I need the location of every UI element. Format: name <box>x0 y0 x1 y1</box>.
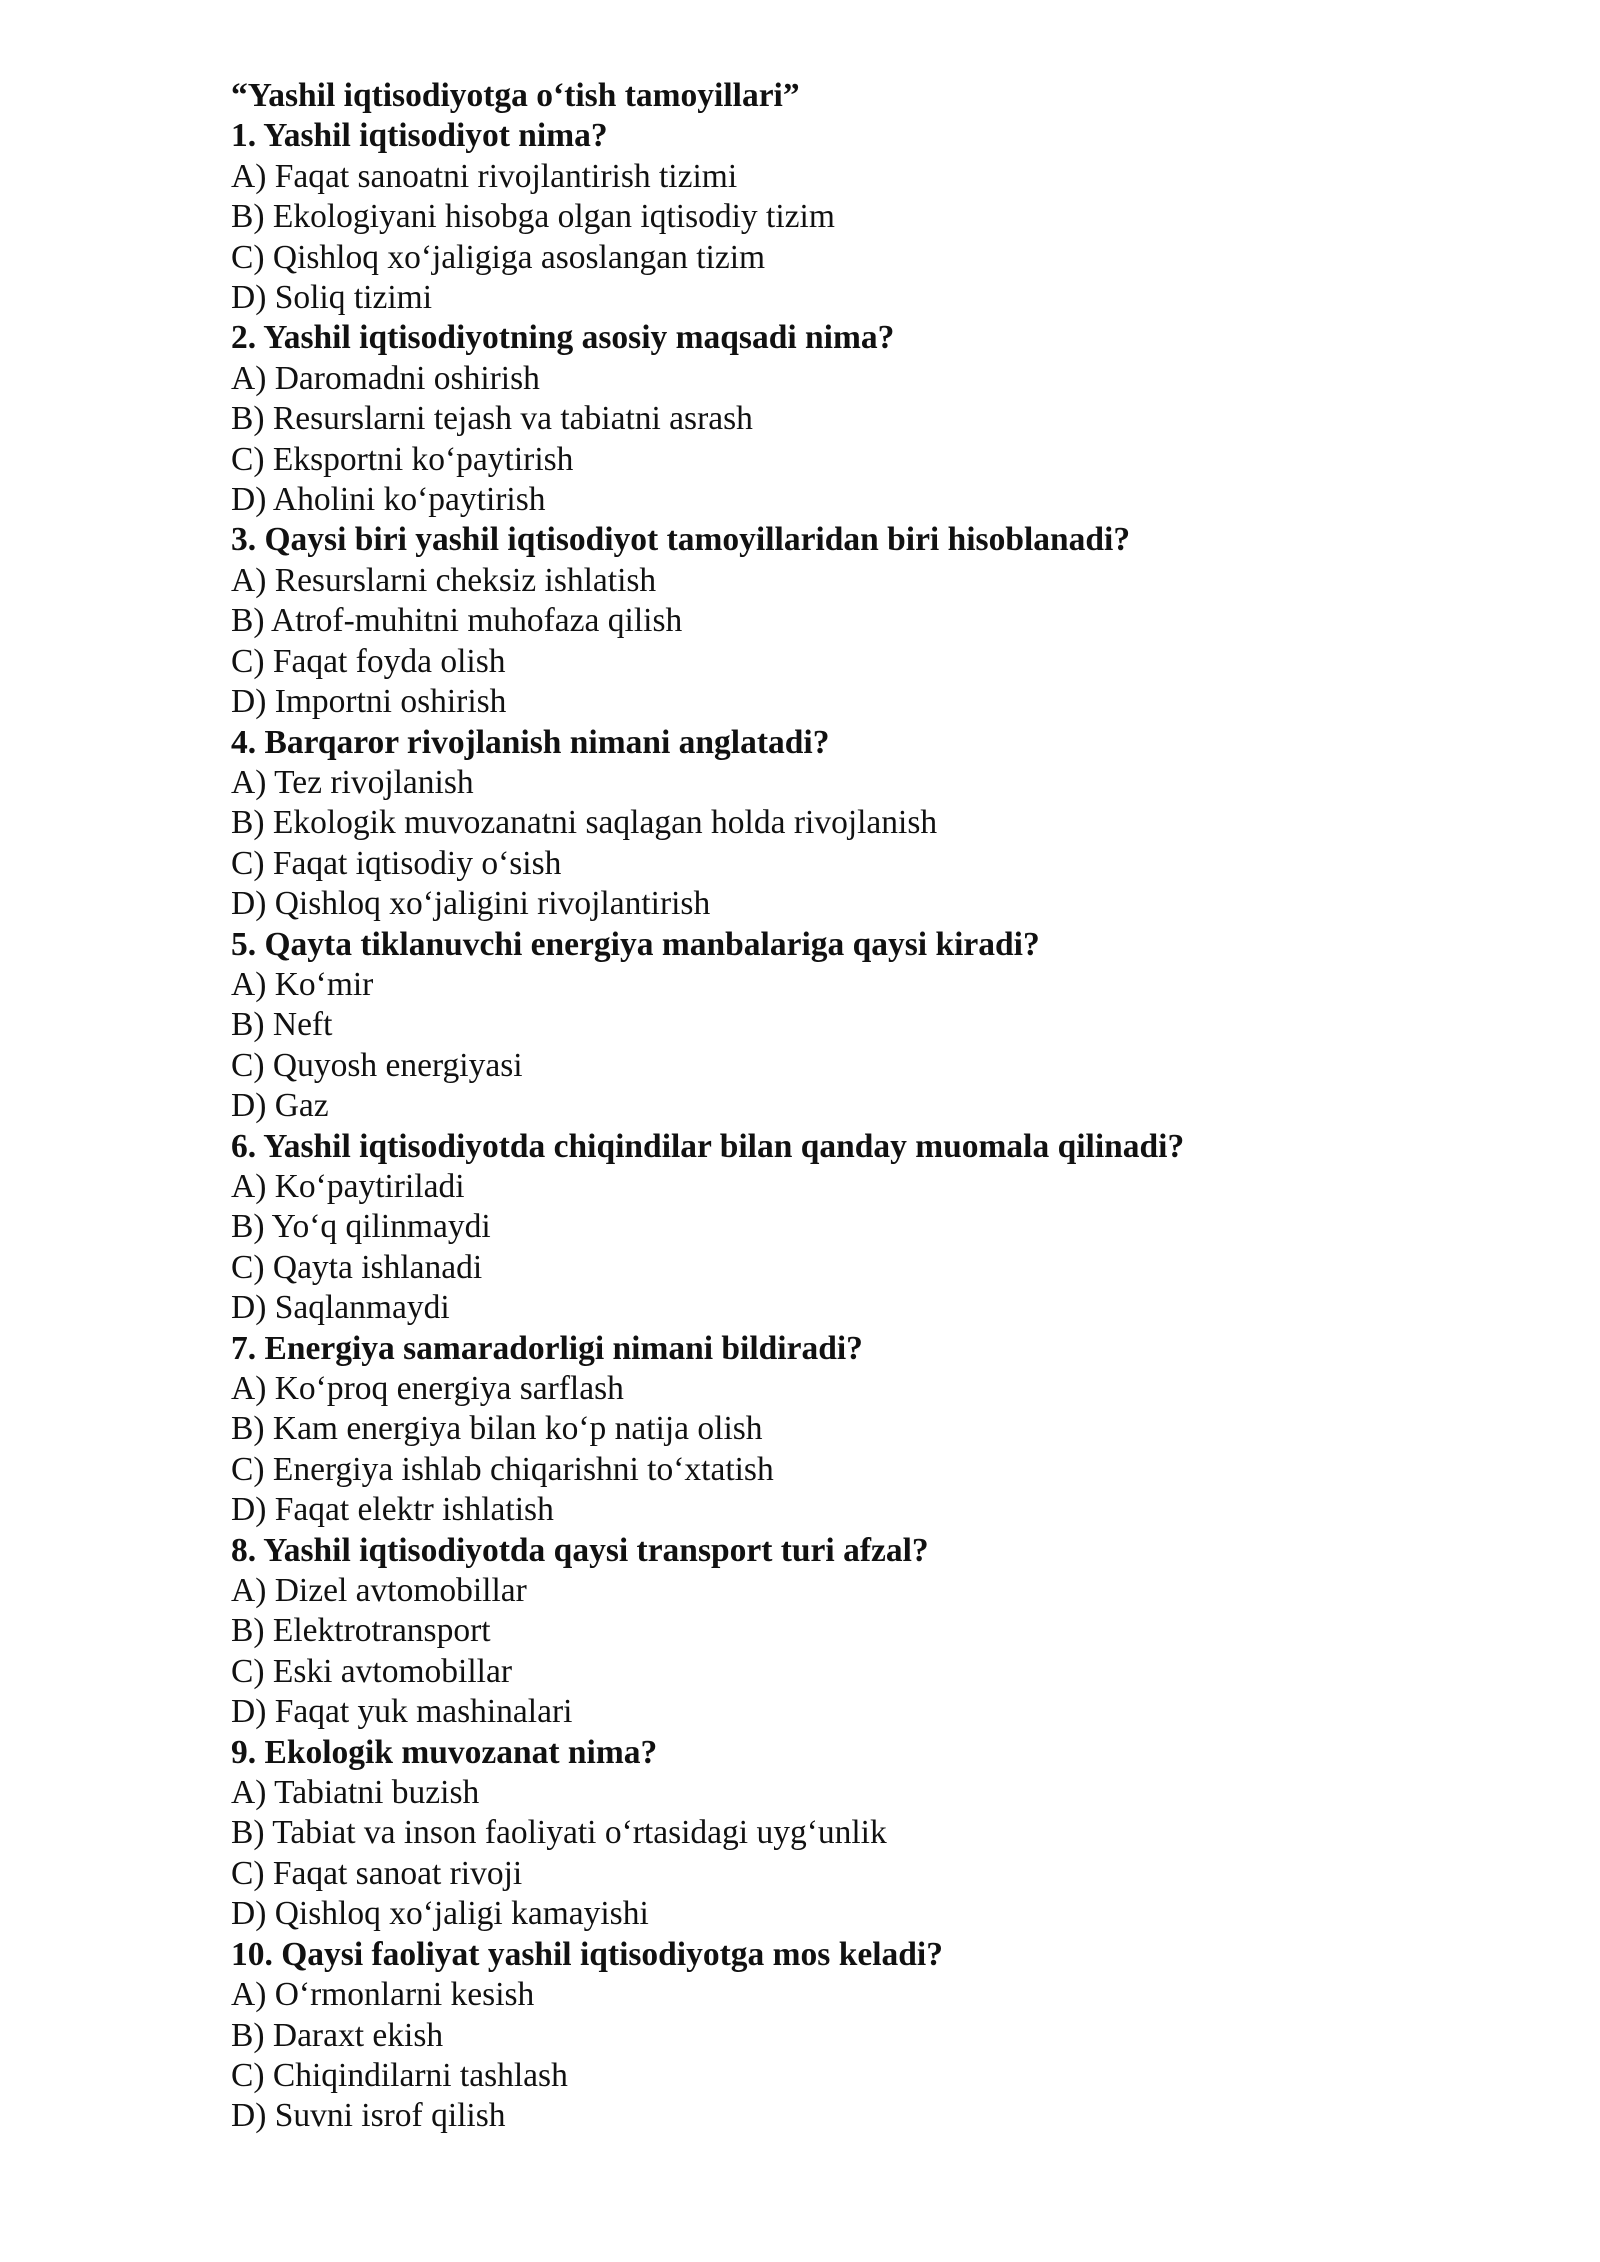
question-block <box>231 1935 1531 2137</box>
question-text: 10. Qaysi faoliyat yashil iqtisodiyotga mos keladi? <box>231 1935 943 1973</box>
answer-option-b: B) Ekologiyani hisobga olgan iqtisodiy tizim <box>231 198 835 236</box>
answer-option-b: B) Ekologik muvozanatni saqlagan holda rivojlanish <box>231 804 938 842</box>
question-block <box>231 723 1531 925</box>
answer-option-d: D) Aholini ko‘paytirish <box>231 481 546 519</box>
answer-option-c: C) Faqat sanoat rivoji <box>231 1854 523 1892</box>
question-text: 8. Yashil iqtisodiyotda qaysi transport turi afzal? <box>231 1531 929 1569</box>
question-text: 5. Qayta tiklanuvchi energiya manbalariga qaysi kiradi? <box>231 925 1040 963</box>
answer-option-d: D) Gaz <box>231 1087 329 1125</box>
answer-option-d: D) Faqat elektr ishlatish <box>231 1491 554 1529</box>
answer-option-a: A) Tez rivojlanish <box>231 763 474 801</box>
answer-option-d: D) Qishloq xo‘jaligi kamayishi <box>231 1895 649 1933</box>
answer-option-b: B) Atrof-muhitni muhofaza qilish <box>231 602 683 640</box>
question-list <box>231 116 1531 2136</box>
question-text: 4. Barqaror rivojlanish nimani anglatadi? <box>231 723 830 761</box>
answer-option-d: D) Qishloq xo‘jaligini rivojlantirish <box>231 885 711 923</box>
answer-option-c: C) Faqat foyda olish <box>231 642 506 680</box>
question-block <box>231 116 1531 318</box>
question-block <box>231 520 1531 722</box>
answer-option-d: D) Suvni isrof qilish <box>231 2097 506 2135</box>
question-block <box>231 1329 1531 1531</box>
document-title: “Yashil iqtisodiyotga o‘tish tamoyillari” <box>231 77 800 114</box>
answer-option-c: C) Energiya ishlab chiqarishni to‘xtatish <box>231 1450 774 1488</box>
answer-option-c: C) Chiqindilarni tashlash <box>231 2056 568 2094</box>
answer-option-d: D) Soliq tizimi <box>231 279 432 317</box>
answer-option-d: D) Importni oshirish <box>231 683 507 721</box>
answer-option-c: C) Qishloq xo‘jaligiga asoslangan tizim <box>231 238 766 276</box>
question-text: 3. Qaysi biri yashil iqtisodiyot tamoyillaridan biri hisoblanadi? <box>231 521 1131 559</box>
question-block <box>231 1531 1531 1733</box>
question-text: 6. Yashil iqtisodiyotda chiqindilar bilan qanday muomala qilinadi? <box>231 1127 1185 1165</box>
document-page <box>231 76 1531 2137</box>
question-block <box>231 318 1531 520</box>
question-text: 2. Yashil iqtisodiyotning asosiy maqsadi nima? <box>231 319 895 357</box>
answer-option-a: A) Dizel avtomobillar <box>231 1572 527 1610</box>
answer-option-a: A) Daromadni oshirish <box>231 359 540 397</box>
answer-option-b: B) Kam energiya bilan ko‘p natija olish <box>231 1410 763 1448</box>
answer-option-b: B) Neft <box>231 1006 333 1044</box>
answer-option-a: A) Ko‘paytiriladi <box>231 1167 465 1205</box>
answer-option-d: D) Saqlanmaydi <box>231 1289 450 1327</box>
answer-option-a: A) Ko‘proq energiya sarflash <box>231 1370 624 1407</box>
answer-option-c: C) Qayta ishlanadi <box>231 1248 483 1286</box>
answer-option-a: A) Ko‘mir <box>231 965 374 1003</box>
answer-option-b: B) Resurslarni tejash va tabiatni asrash <box>231 400 753 438</box>
answer-option-c: C) Eski avtomobillar <box>231 1652 512 1690</box>
answer-option-a: A) Resurslarni cheksiz ishlatish <box>231 561 657 599</box>
answer-option-b: B) Yo‘q qilinmaydi <box>231 1208 491 1246</box>
answer-option-c: C) Quyosh energiyasi <box>231 1046 523 1084</box>
question-block <box>231 1733 1531 1935</box>
answer-option-c: C) Eksportni ko‘paytirish <box>231 440 574 478</box>
answer-option-a: A) Tabiatni buzish <box>231 1774 480 1812</box>
question-block <box>231 925 1531 1127</box>
answer-option-c: C) Faqat iqtisodiy o‘sish <box>231 844 562 882</box>
question-block <box>231 1127 1531 1329</box>
question-text: 9. Ekologik muvozanat nima? <box>231 1733 658 1771</box>
answer-option-a: A) Faqat sanoatni rivojlantirish tizimi <box>231 157 738 195</box>
answer-option-b: B) Elektrotransport <box>231 1612 491 1650</box>
answer-option-b: B) Tabiat va inson faoliyati o‘rtasidagi uyg‘unlik <box>231 1814 887 1852</box>
question-text: 1. Yashil iqtisodiyot nima? <box>231 117 608 155</box>
answer-option-d: D) Faqat yuk mashinalari <box>231 1693 573 1731</box>
answer-option-b: B) Daraxt ekish <box>231 2016 444 2054</box>
question-text: 7. Energiya samaradorligi nimani bildiradi? <box>231 1329 863 1367</box>
answer-option-a: A) O‘rmonlarni kesish <box>231 1976 535 2014</box>
